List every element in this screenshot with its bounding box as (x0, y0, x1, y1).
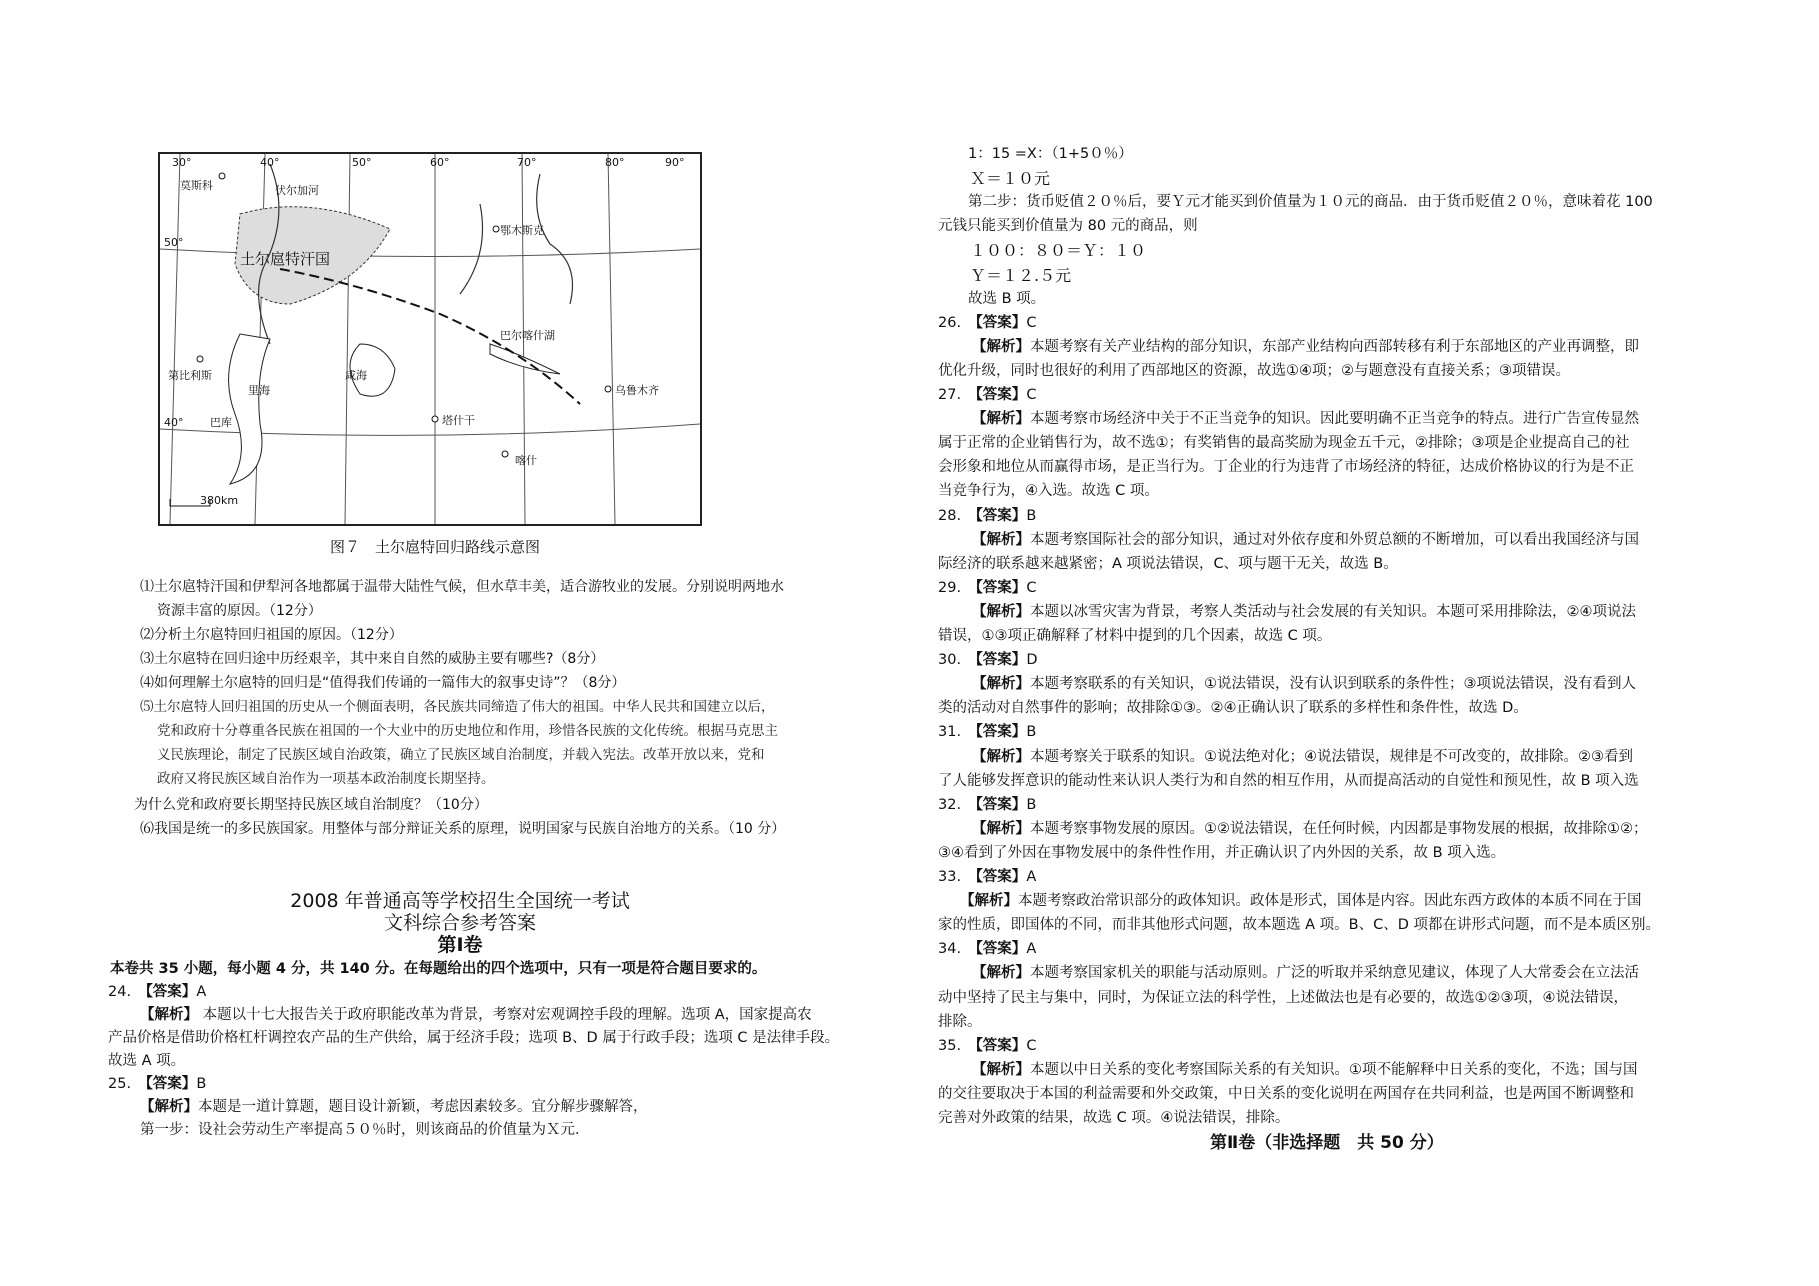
text-line: 的交往要取决于本国的利益需要和外交政策，中日关系的变化说明在两国存在共同利益，也是两国不断调整和 (938, 1085, 1634, 1102)
place-label: 里海 (248, 384, 270, 397)
analysis-line: 【解析】 本题以十七大报告关于政府职能改革为背景，考察对宏观调控手段的理解。选项 A，国家提高农 (140, 1007, 812, 1023)
text-line: 第二步：货币贬值２０％后，要Ｙ元才能买到价值量为１０元的商品．由于货币贬值２０％，意味着花 100 (968, 194, 1653, 211)
text-line: 排除。 (938, 1013, 982, 1030)
text-line: 动中坚持了民主与集中，同时，为保证立法的科学性，上述做法也是有必要的，故选①②③项，④说法错误， (938, 989, 1628, 1006)
question-6: ⑹我国是统一的多民族国家。用整体与部分辩证关系的原理，说明国家与民族自治地方的关系。（10 分） (140, 821, 786, 837)
lon-label: 40° (260, 156, 280, 169)
answers-subtitle: 文科综合参考答案 (383, 912, 536, 934)
analysis-line: 【解析】本题考察市场经济中关于不正当竞争的知识。因此要明确不正当竞争的特点。进行广告宣传显然 (972, 411, 1639, 428)
text-line: Ｘ＝１０元 (970, 169, 1051, 189)
place-label: 乌鲁木齐 (615, 384, 659, 397)
text-line: 第一步：设社会劳动生产率提高５０％时，则该商品的价值量为Ｘ元． (140, 1122, 590, 1138)
text-line: 会形象和地位从而赢得市场，是正当行为。丁企业的行为违背了市场经济的特征，达成价格协议的行为是不正 (938, 459, 1634, 476)
lon-label: 30° (172, 156, 192, 169)
lat-label: 50° (164, 236, 184, 249)
text-line: 完善对外政策的结果，故选 C 项。④说法错误，排除。 (938, 1110, 1290, 1126)
lon-label: 90° (665, 156, 685, 169)
q5-question: 为什么党和政府要长期坚持民族区域自治制度？（10分） (134, 797, 488, 813)
text-line: 产品价格是借助价格杠杆调控农产品的生产供给，属于经济手段；选项 B、D 属于行政手段；选项 C 是法律手段。 (108, 1030, 840, 1046)
answer-line: 30. 【答案】D (938, 652, 1038, 669)
question-4: ⑷如何理解土尔扈特的回归是“值得我们传诵的一篇伟大的叙事史诗”？（8分） (140, 675, 626, 691)
analysis-line: 【解析】本题考察国家机关的职能与活动原则。广泛的听取并采纳意见建议，体现了人大常委会在立法活 (972, 965, 1639, 982)
answer-line: 32. 【答案】B (938, 796, 1037, 813)
answer-line: 31. 【答案】B (938, 724, 1037, 741)
answer-line: 28. 【答案】B (938, 507, 1037, 524)
place-label: 土尔扈特汗国 (240, 250, 331, 268)
answer-line: 34. 【答案】A (938, 941, 1037, 958)
analysis-line: 【解析】本题是一道计算题，题目设计新颖，考虑因素较多。宜分解步骤解答， (140, 1099, 648, 1115)
lon-label: 80° (605, 156, 625, 169)
lon-label: 60° (430, 156, 450, 169)
analysis-line: 【解析】本题考察国际社会的部分知识，通过对外依存度和外贸总额的不断增加，可以看出我国经济与国 (972, 531, 1639, 548)
q5-line: ⑸土尔扈特人回归祖国的历史从一个侧面表明，各民族共同缔造了伟大的祖国。中华人民共和国建立以后， (140, 699, 775, 715)
place-label: 第比利斯 (168, 369, 212, 382)
text-line: ③④看到了外因在事物发展中的条件性作用，并正确认识了内外因的关系，故 B 项入选。 (938, 844, 1506, 861)
section-2-title: 第Ⅱ卷（非选择题 共 50 分） (1210, 1133, 1444, 1153)
answer-line: 33. 【答案】A (938, 869, 1037, 885)
place-label: 巴尔喀什湖 (500, 329, 555, 342)
question-3: ⑶土尔扈特在回归途中历经艰辛，其中来自自然的威胁主要有哪些?（8分） (140, 651, 605, 667)
text-line: １００：８０＝Ｙ：１０ (970, 241, 1147, 261)
map-caption: 图７ 土尔扈特回归路线示意图 (330, 538, 541, 556)
analysis-line: 【解析】本题考察事物发展的原因。①②说法错误，在任何时候，内因都是事物发展的根据，故排除①②； (972, 820, 1648, 837)
text-line: 故选 A 项。 (108, 1053, 186, 1069)
place-label: 塔什干 (442, 414, 475, 427)
text-line: 属于正常的企业销售行为，故不选①；有奖销售的最高奖励为现金五千元，②排除；③项是企业提高自己的社 (938, 435, 1630, 452)
place-label: 咸海 (345, 369, 367, 382)
place-label: 莫斯科 (180, 179, 213, 192)
question-2: ⑵分析土尔扈特回归祖国的原因。（12分） (140, 627, 403, 643)
text-line: 家的性质，即国体的不同，而非其他形式问题，故本题选 A 项。B、C、D 项都在讲形式问题，而不是本质区别。 (938, 917, 1660, 934)
text-line: 错误，①③项正确解释了材料中提到的几个因素，故选 C 项。 (938, 628, 1332, 644)
answer-line: 24. 【答案】A (108, 984, 207, 1000)
text-line: 优化升级，同时也很好的利用了西部地区的资源，故选①④项；②与题意没有直接关系；③项错误。 (938, 362, 1570, 379)
route-map (158, 152, 702, 526)
place-label: 喀什 (515, 454, 537, 467)
question-1: ⑴土尔扈特汗国和伊犁河各地都属于温带大陆性气候，但水草丰美，适合游牧业的发展。分别说明两地水 (140, 579, 784, 595)
text-line: 元钱只能买到价值量为 80 元的商品，则 (938, 218, 1198, 235)
place-label: 鄂木斯克 (500, 224, 544, 237)
question-1-cont: 资源丰富的原因。（12分） (157, 603, 322, 619)
lon-label: 50° (352, 156, 372, 169)
answers-title: 2008 年普通高等学校招生全国统一考试 (290, 890, 630, 912)
q5-line: 义民族理论，制定了民族区域自治政策，确立了民族区域自治制度，并载入宪法。改革开放以来，党和 (157, 747, 765, 763)
analysis-line: 【解析】本题考察政治常识部分的政体知识。政体是形式，国体是内容。因此东西方政体的本质不同在于国 (960, 893, 1642, 910)
answer-line: 35. 【答案】C (938, 1037, 1037, 1054)
q5-line: 党和政府十分尊重各民族在祖国的一个大业中的历史地位和作用，珍惜各民族的文化传统。根据马克思主 (157, 723, 778, 739)
answer-line: 25. 【答案】B (108, 1076, 207, 1092)
text-line: 故选 B 项。 (968, 290, 1046, 307)
text-line: Ｙ＝１２.５元 (970, 265, 1072, 285)
scale-label: 380km (200, 494, 239, 507)
text-line: 际经济的联系越来越紧密；A 项说法错误，C、项与题干无关，故选 B。 (938, 555, 1398, 572)
lon-label: 70° (517, 156, 537, 169)
answer-line: 29. 【答案】C (938, 579, 1037, 596)
instructions: 本卷共 35 小题，每小题 4 分，共 140 分。在每题给出的四个选项中，只有一项是符合题目要求的。 (110, 961, 767, 977)
q5-line: 政府又将民族区域自治作为一项基本政治制度长期坚持。 (157, 771, 495, 787)
lat-label: 40° (164, 416, 184, 429)
analysis-line: 【解析】本题以中日关系的变化考察国际关系的有关知识。①项不能解释中日关系的变化，不选；国与国 (972, 1061, 1638, 1078)
answer-line: 26. 【答案】C (938, 314, 1037, 331)
analysis-line: 【解析】本题以冰雪灾害为背景，考察人类活动与社会发展的有关知识。本题可采用排除法，②④项说法 (972, 603, 1636, 620)
place-label: 巴库 (210, 416, 232, 429)
section-1-title: 第Ⅰ卷 (437, 934, 483, 956)
analysis-line: 【解析】本题考察联系的有关知识，①说法错误，没有认识到联系的条件性；③项说法错误，没有看到人 (972, 676, 1636, 693)
answer-line: 27. 【答案】C (938, 387, 1037, 403)
text-line: 了人能够发挥意识的能动性来认识人类行为和自然的相互作用，从而提高活动的自觉性和预见性，故 B 项入选 (938, 772, 1639, 789)
text-line: 1：15 =X：（1+5０％） (968, 146, 1133, 162)
text-line: 当竞争行为，④入选。故选 C 项。 (938, 483, 1159, 500)
analysis-line: 【解析】本题考察关于联系的知识。①说法绝对化；④说法错误，规律是不可改变的，故排除。②③看到 (972, 748, 1633, 765)
map-graphic (160, 154, 700, 524)
text-line: 类的活动对自然事件的影响；故排除①③。②④正确认识了联系的多样性和条件性，故选 D。 (938, 700, 1528, 717)
analysis-line: 【解析】本题考察有关产业结构的部分知识，东部产业结构向西部转移有利于东部地区的产业再调整，即 (972, 338, 1639, 355)
place-label: 伏尔加河 (275, 184, 319, 197)
